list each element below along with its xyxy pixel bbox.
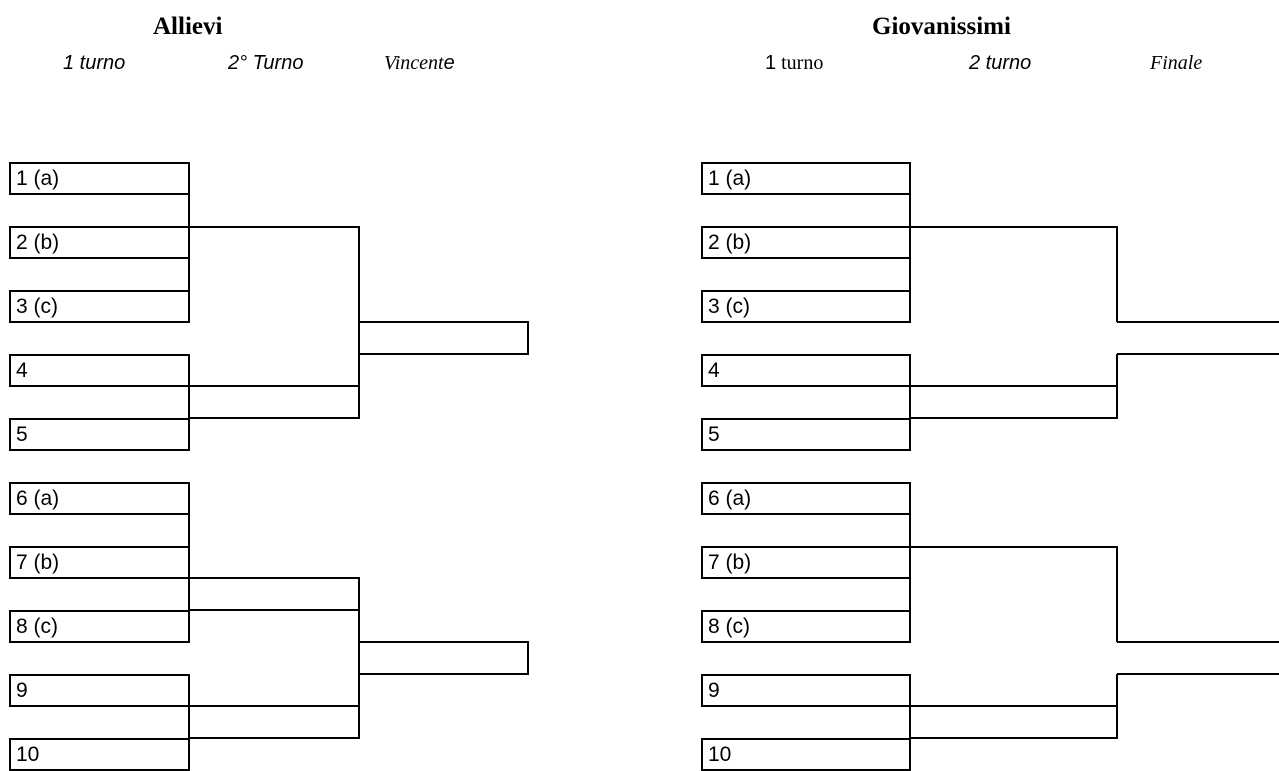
player-slot[interactable]: 4 bbox=[701, 354, 911, 387]
player-slot[interactable]: 4 bbox=[9, 354, 190, 387]
player-slot[interactable]: 7 (b) bbox=[9, 546, 190, 579]
player-slot[interactable]: 10 bbox=[701, 738, 911, 771]
player-slot[interactable]: 9 bbox=[701, 674, 911, 707]
bracket-title-giovanissimi: Giovanissimi bbox=[872, 13, 1011, 40]
player-slot[interactable]: 2 (b) bbox=[9, 226, 190, 259]
round1-header-giovanissimi: 1 turno bbox=[765, 52, 824, 74]
bracket-title-allievi: Allievi bbox=[153, 13, 223, 40]
player-slot[interactable]: 10 bbox=[9, 738, 190, 771]
connector-line bbox=[910, 227, 1117, 322]
round2-header-allievi: 2° Turno bbox=[228, 52, 304, 74]
player-slot[interactable]: 6 (a) bbox=[9, 482, 190, 515]
player-slot[interactable]: 5 bbox=[9, 418, 190, 451]
player-slot[interactable]: 6 (a) bbox=[701, 482, 911, 515]
connector-line bbox=[910, 547, 1117, 642]
round2-header-giovanissimi: 2 turno bbox=[969, 52, 1032, 74]
player-slot[interactable]: 2 (b) bbox=[701, 226, 911, 259]
final-header-giovanissimi: Finale bbox=[1150, 52, 1203, 74]
player-slot[interactable]: 5 bbox=[701, 418, 911, 451]
player-slot[interactable]: 8 (c) bbox=[701, 610, 911, 643]
player-slot[interactable]: 8 (c) bbox=[9, 610, 190, 643]
round1-header-allievi: 1 turno bbox=[63, 52, 126, 74]
player-slot[interactable]: 9 bbox=[9, 674, 190, 707]
player-slot[interactable]: 3 (c) bbox=[701, 290, 911, 323]
player-slot[interactable]: 3 (c) bbox=[9, 290, 190, 323]
player-slot[interactable]: 1 (a) bbox=[9, 162, 190, 195]
player-slot[interactable]: 1 (a) bbox=[701, 162, 911, 195]
player-slot[interactable]: 7 (b) bbox=[701, 546, 911, 579]
final-header-allievi: Vincente bbox=[384, 52, 455, 74]
